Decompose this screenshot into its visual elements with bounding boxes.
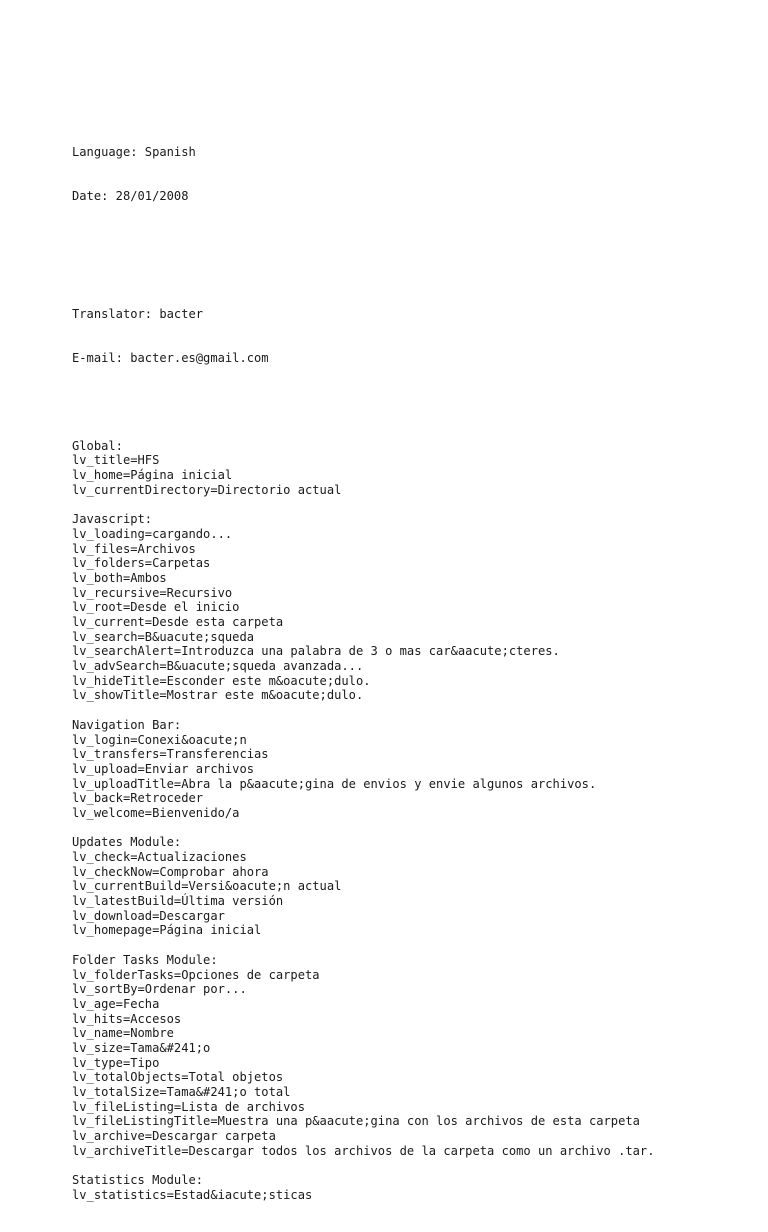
section-title: Updates Module:: [72, 835, 182, 850]
language-entry-line: lv_loading=cargando...: [72, 526, 233, 541]
section-block: [72, 1173, 752, 1202]
language-entry-line: lv_hideTitle=Esconder este m&oacute;dulo.: [72, 673, 371, 688]
language-entry-line: lv_back=Retroceder: [72, 791, 204, 806]
language-entry-line: lv_recursive=Recursivo: [72, 585, 233, 600]
language-line: Language: Spanish: [72, 144, 196, 159]
language-entry-line: lv_check=Actualizaciones: [72, 850, 247, 865]
language-entry-line: lv_transfers=Transferencias: [72, 747, 269, 762]
section-block: [72, 512, 752, 703]
language-entry-line: lv_advSearch=B&uacute;squeda avanzada...: [72, 659, 364, 674]
language-entry-line: lv_download=Descargar: [72, 908, 225, 923]
language-entry-line: lv_size=Tama&#241;o: [72, 1040, 211, 1055]
date-line: Date: 28/01/2008: [72, 188, 189, 203]
section-title: Statistics Module:: [72, 1173, 204, 1188]
language-entry-line: lv_upload=Enviar archivos: [72, 761, 255, 776]
language-entry-line: lv_uploadTitle=Abra la p&aacute;gina de envios y envie algunos archivos.: [72, 776, 597, 791]
language-entry-line: lv_title=HFS: [72, 453, 160, 468]
language-entry-line: lv_currentDirectory=Directorio actual: [72, 482, 342, 497]
language-entry-line: lv_fileListingTitle=Muestra una p&aacute;gina con los archivos de esta carpeta: [72, 1114, 640, 1129]
language-entry-line: lv_showTitle=Mostrar este m&oacute;dulo.: [72, 688, 364, 703]
section-block: [72, 439, 752, 498]
language-entry-line: lv_hits=Accesos: [72, 1011, 182, 1026]
language-entry-line: lv_totalSize=Tama&#241;o total: [72, 1085, 291, 1100]
language-entry-line: lv_search=B&uacute;squeda: [72, 629, 255, 644]
language-entry-line: lv_both=Ambos: [72, 570, 167, 585]
language-entry-line: lv_name=Nombre: [72, 1026, 174, 1041]
section-title: Global:: [72, 438, 123, 453]
language-entry-line: lv_homepage=Página inicial: [72, 923, 262, 938]
header-block: [72, 115, 752, 233]
language-entry-line: lv_home=Página inicial: [72, 468, 233, 483]
sections-container: [72, 439, 752, 1203]
section-block: [72, 718, 752, 821]
section-block: [72, 835, 752, 938]
language-entry-line: lv_root=Desde el inicio: [72, 600, 240, 615]
email-line: E-mail: bacter.es@gmail.com: [72, 350, 269, 365]
document-page: [72, 86, 752, 1232]
language-entry-line: lv_currentBuild=Versi&oacute;n actual: [72, 879, 342, 894]
language-entry-line: lv_files=Archivos: [72, 541, 196, 556]
section-title: Javascript:: [72, 512, 153, 527]
section-block: [72, 953, 752, 1159]
section-title: Folder Tasks Module:: [72, 952, 218, 967]
translator-line: Translator: bacter: [72, 306, 204, 321]
credits-block: [72, 277, 752, 395]
language-entry-line: lv_checkNow=Comprobar ahora: [72, 864, 269, 879]
language-entry-line: lv_searchAlert=Introduzca una palabra de 3 o mas car&aacute;cteres.: [72, 644, 560, 659]
language-entry-line: lv_welcome=Bienvenido/a: [72, 805, 240, 820]
language-entry-line: lv_archiveTitle=Descargar todos los archivos de la carpeta como un archivo .tar.: [72, 1143, 655, 1158]
language-entry-line: lv_fileListing=Lista de archivos: [72, 1099, 305, 1114]
section-title: Navigation Bar:: [72, 717, 182, 732]
language-entry-line: lv_statistics=Estad&iacute;sticas: [72, 1187, 313, 1202]
language-entry-line: lv_type=Tipo: [72, 1055, 160, 1070]
language-entry-line: lv_folderTasks=Opciones de carpeta: [72, 967, 320, 982]
language-entry-line: lv_latestBuild=Última versión: [72, 894, 284, 909]
language-entry-line: lv_totalObjects=Total objetos: [72, 1070, 284, 1085]
language-entry-line: lv_current=Desde esta carpeta: [72, 615, 284, 630]
language-entry-line: lv_age=Fecha: [72, 996, 160, 1011]
language-entry-line: lv_sortBy=Ordenar por...: [72, 982, 247, 997]
language-entry-line: lv_folders=Carpetas: [72, 556, 211, 571]
language-entry-line: lv_archive=Descargar carpeta: [72, 1129, 276, 1144]
language-entry-line: lv_login=Conexi&oacute;n: [72, 732, 247, 747]
